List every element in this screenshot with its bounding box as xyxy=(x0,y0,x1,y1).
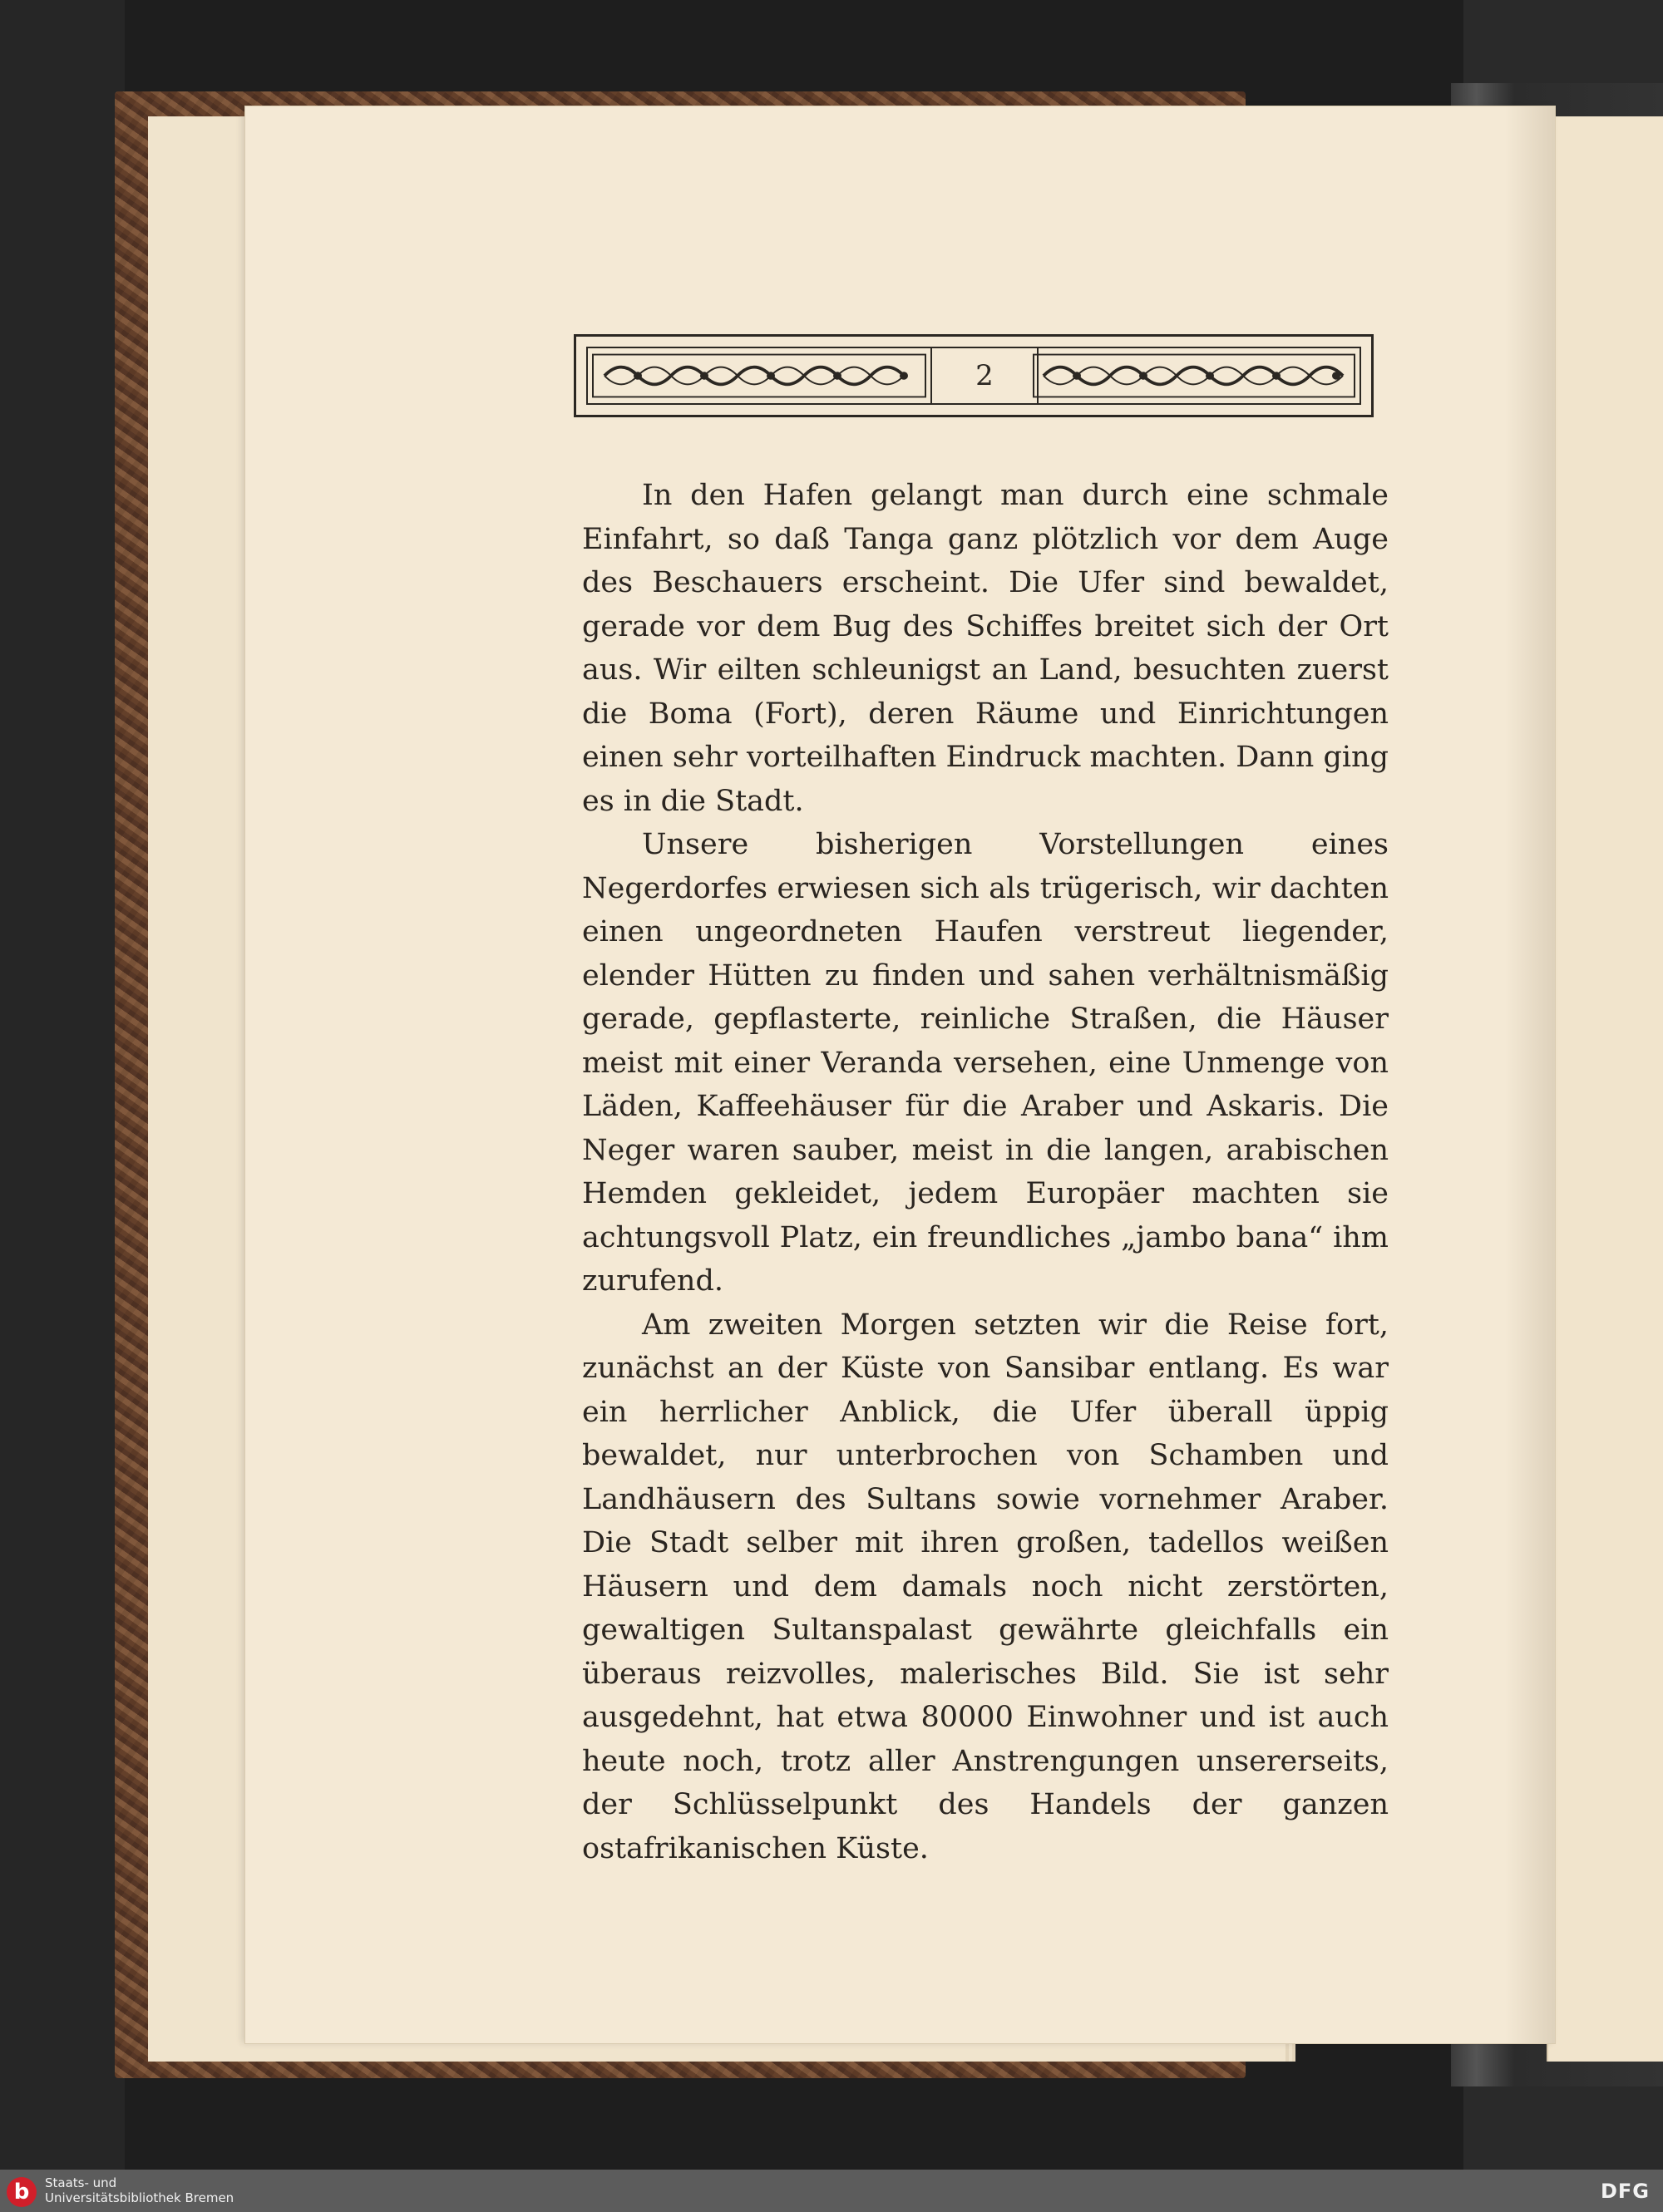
ornament-right-icon xyxy=(1029,348,1360,403)
paragraph-1: In den Hafen gelangt man durch eine schmale Einfahrt, so daß Tanga ganz plötzlich vor dem Auge des Beschauers erscheint. Die Ufer sind bewaldet, gerade vor dem Bug des Schiffes breitet sich der Ort aus. Wir eilten schleunigst an Land, besuchten zuerst die Boma (Fort), deren Räume und Einrichtungen einen sehr vorteilhaften Eindruck machten. Dann ging es in die Stadt. xyxy=(582,479,1389,818)
gutter-shadow xyxy=(1505,106,1555,2043)
facing-page-edge xyxy=(1547,116,1663,2062)
body-text xyxy=(582,474,1389,1870)
paragraph-3: Am zweiten Morgen setzten wir die Reise fort, zunächst an der Küste von Sansibar entlang. Es war ein herrlicher Anblick, die Ufer überall üppig bewaldet, nur unterbrochen von Schamben und Landhäusern des Sultans sowie vornehmer Araber. Die Stadt selber mit ihren großen, tadellos weißen Häusern und dem damals noch nicht zerstörten, gewaltigen Sultanspalast gewährte gleichfalls ein überaus reizvolles, malerisches Bild. Sie ist sehr ausgedehnt, hat etwa 80000 Einwohner und ist auch heute noch, trotz aller Anstrengungen unsererseits, der Schlüsselpunkt des Handels der ganzen ostafrikanischen Küste. xyxy=(582,1308,1389,1865)
institution-line-2: Universitätsbibliothek Bremen xyxy=(45,2190,234,2205)
library-logo-icon[interactable]: b xyxy=(7,2177,37,2207)
ornament-left-icon xyxy=(588,348,930,403)
paragraph-2: Unsere bisherigen Vorstellungen eines Negerdorfes erwiesen sich als trügerisch, wir dachten einen ungeordneten Haufen verstreut liegender, elender Hütten zu finden und sahen verhältnismäßig gerade, gepflasterte, reinliche Straßen, die Häuser meist mit einer Veranda versehen, eine Unmenge von Läden, Kaffeehäuser für die Araber und Askaris. Die Neger waren sauber, meist in die langen, arabischen Hemden gekleidet, jedem Europäer machten sie achtungsvoll Platz, ein freundliches „jambo bana“ ihm zurufend. xyxy=(582,828,1389,1298)
page-number: 2 xyxy=(930,348,1039,403)
ornamental-header-inner xyxy=(586,347,1361,405)
institution-line-1: Staats- und xyxy=(45,2175,117,2190)
institution-name[interactable] xyxy=(45,2175,234,2205)
footer-bar xyxy=(0,2170,1663,2212)
ornamental-header xyxy=(574,334,1374,417)
backdrop-left xyxy=(0,0,125,2170)
dfg-logo[interactable]: DFG xyxy=(1600,2180,1650,2203)
